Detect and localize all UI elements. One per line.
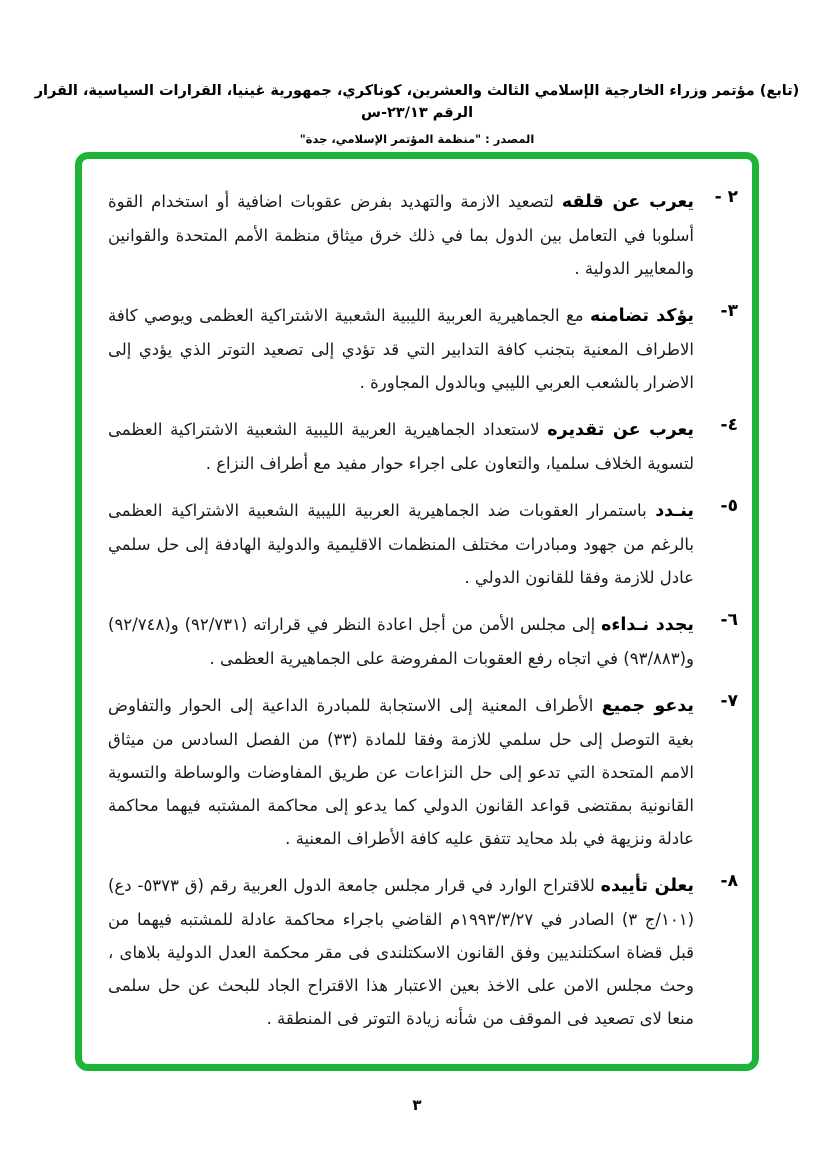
resolution-item xyxy=(108,869,738,1035)
item-lead-bold: يعرب عن تقديره xyxy=(547,420,694,440)
item-number: ٦- xyxy=(720,610,738,630)
item-text: الأطراف المعنية إلى الاستجابة للمبادرة الداعية إلى الحوار والتفاوض بغية التوصل إلى حل سلمي للازمة وفقا للمادة (٣٣) من الفصل السادس من ميثاق الامم المتحدة التي تدعو إلى حل النزاعات عن طريق المفاوضات والوساطة والتسوية القانونية بمقتضى قواعد القانون الدولي كما يدعو إلى محاكمة المشتبه فيهما محاكمة عادلة ونزيهة في بلد محايد تتفق عليه كافة الأطراف المعنية . xyxy=(108,696,694,848)
item-lead-bold: يؤكد تضامنه xyxy=(589,306,694,326)
item-paragraph xyxy=(108,494,694,594)
document-header xyxy=(30,80,804,146)
item-paragraph xyxy=(108,413,694,480)
item-paragraph xyxy=(108,299,694,399)
item-lead-bold: ينـدد xyxy=(655,501,694,521)
item-text: لاستعداد الجماهيرية العربية الليبية الشعبية الاشتراكية العظمى لتسوية الخلاف سلميا، والتعاون على اجراء حوار مفيد مع أطراف النزاع . xyxy=(108,420,694,473)
item-text: باستمرار العقوبات ضد الجماهيرية العربية الليبية الشعبية الاشتراكية العظمى بالرغم من جهود ومبادرات مختلف المنظمات الاقليمية والدولية الهادفة إلى حل سلمي عادل للازمة وفقا للقانون الدولي . xyxy=(108,501,694,587)
item-lead-bold: يعرب عن قلقه xyxy=(561,192,695,212)
annotation-frame xyxy=(75,152,759,1071)
item-number: ٥- xyxy=(720,496,738,516)
item-lead-bold: يدعو جميع xyxy=(601,696,694,716)
item-number: ٧- xyxy=(720,691,738,711)
resolution-item xyxy=(108,689,738,855)
resolution-item xyxy=(108,608,738,675)
document-source-line: المصدر : "منظمة المؤتمر الإسلامي، جدة" xyxy=(299,132,535,146)
item-number: ٤- xyxy=(720,415,738,435)
item-number: ٣- xyxy=(720,301,738,321)
item-paragraph xyxy=(108,185,694,285)
item-text: للاقتراح الوارد في قرار مجلس جامعة الدول العربية رقم (ق ٥٣٧٣- دع) (١٠١/ج ٣) الصادر في ١٩٩٣/٣/٢٧م القاضي باجراء محاكمة عادلة للمشتبه فيهما من قبل قضاة اسكتلنديين وفق القانون الاسكتلندى فى مقر محكمة العدل الدولية بلاهاى ، وحث مجلس الامن على الاخذ بعين الاعتبار هذا الاقتراح الجاد للبحث عن حل سلمى منعا لاى تصعيد فى الموقف من شأنه زيادة التوتر فى المنطقة . xyxy=(108,876,694,1028)
item-paragraph xyxy=(108,608,694,675)
item-lead-bold: يعلن تأييده xyxy=(600,876,694,896)
item-lead-bold: يجدد نـداءه xyxy=(601,615,694,635)
resolution-item xyxy=(108,494,738,594)
item-text: مع الجماهيرية العربية الليبية الشعبية الاشتراكية العظمى ويوصي كافة الاطراف المعنية بتجنب كافة التدابير التي قد تؤدي إلى تصعيد التوتر الذي يؤدي إلى الاضرار بالشعب العربي الليبي وبالدول المجاورة . xyxy=(108,306,694,392)
item-paragraph xyxy=(108,689,694,855)
resolution-item xyxy=(108,185,738,285)
item-number: ٨- xyxy=(720,871,738,891)
resolution-item xyxy=(108,413,738,480)
document-header-title: (تابع) مؤتمر وزراء الخارجية الإسلامي الثالث والعشرين، كوناكري، جمهورية غينيا، القرارات السياسية، القرار الرقم ٢٣/١٣-س xyxy=(34,83,800,121)
item-number: ٢ - xyxy=(714,187,738,207)
resolution-list xyxy=(108,185,738,1035)
item-text: إلى مجلس الأمن من أجل اعادة النظر في قراراته (٩٢/٧٣١) و(٩٢/٧٤٨) و(٩٣/٨٨٣) في اتجاه رفع العقوبات المفروضة على الجماهيرية العظمى . xyxy=(108,615,694,668)
resolution-item xyxy=(108,299,738,399)
item-text: لتصعيد الازمة والتهديد بفرض عقوبات اضافية أو استخدام القوة أسلوبا في التعامل بين الدول بما في ذلك خرق ميثاق منظمة الأمم المتحدة والقوانين والمعايير الدولية . xyxy=(108,192,694,278)
item-paragraph xyxy=(108,869,694,1035)
page-number: ٣ xyxy=(412,1096,422,1114)
